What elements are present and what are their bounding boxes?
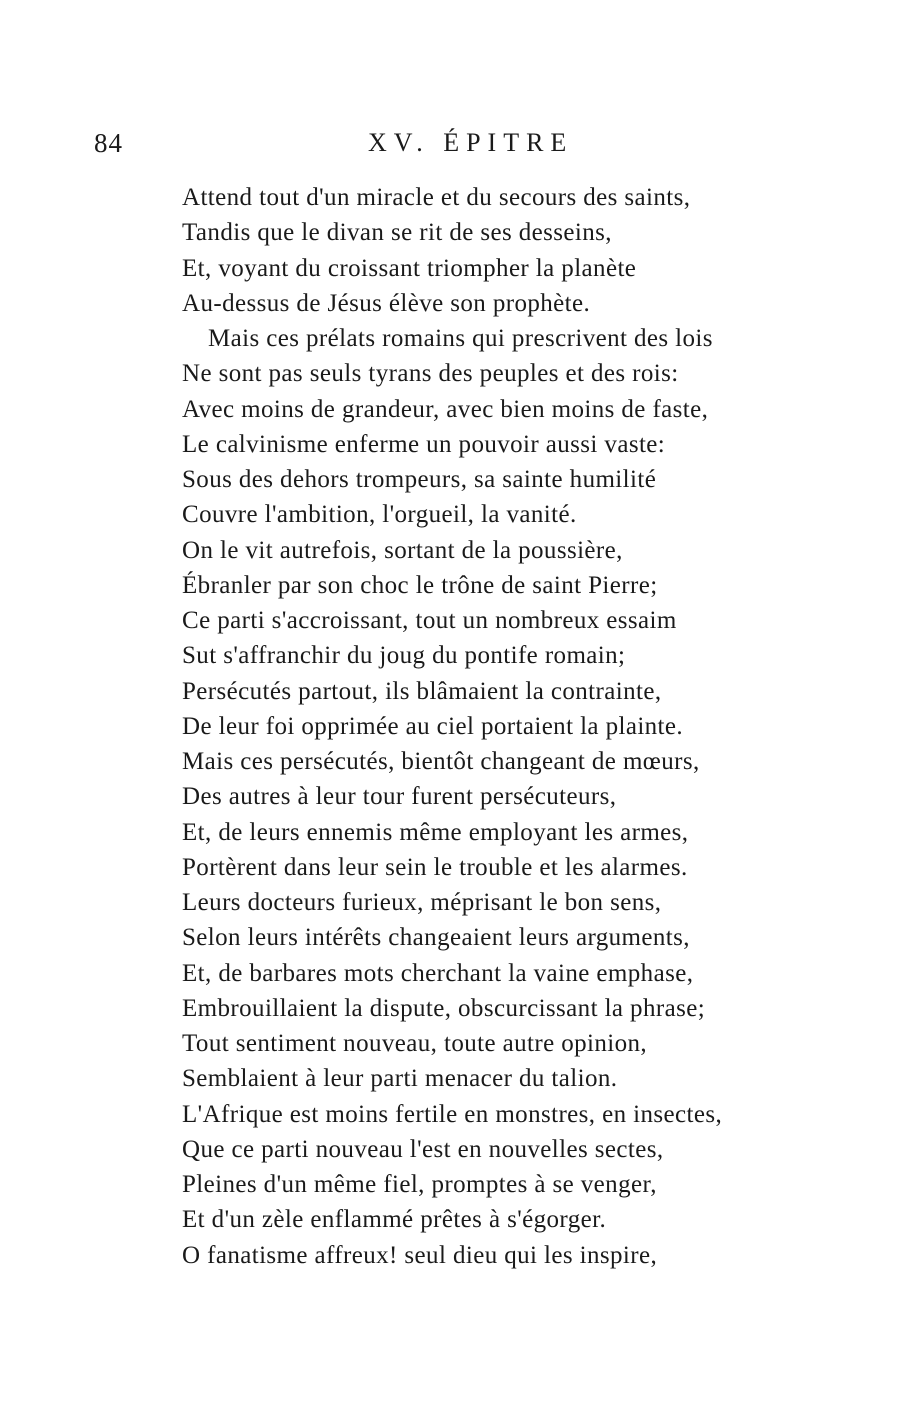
verse-line: Et, voyant du croissant triompher la planète <box>182 254 637 282</box>
page-number: 84 <box>94 128 123 158</box>
verse-line: Persécutés partout, ils blâmaient la contrainte, <box>182 677 662 705</box>
verse-line: Tandis que le divan se rit de ses desseins, <box>182 219 612 247</box>
verse-line: Ébranler par son choc le trône de saint Pierre; <box>182 571 658 599</box>
verse-line: Que ce parti nouveau l'est en nouvelles sectes, <box>182 1135 664 1163</box>
verse-line: Selon leurs intérêts changeaient leurs arguments, <box>182 924 690 952</box>
running-title: XV. ÉPITRE <box>368 128 574 157</box>
verse-line: Ce parti s'accroissant, tout un nombreux essaim <box>182 607 677 634</box>
verse-line: O fanatisme affreux! seul dieu qui les inspire, <box>182 1241 658 1269</box>
verse-line: De leur foi opprimée au ciel portaient la plainte. <box>182 712 684 740</box>
verse-line: Pleines d'un même fiel, promptes à se venger, <box>182 1171 657 1198</box>
verse-line: Sut s'affranchir du joug du pontife romain; <box>182 642 626 670</box>
verse-line: Embrouillaient la dispute, obscurcissant la phrase; <box>182 994 706 1022</box>
verse-line: On le vit autrefois, sortant de la poussière, <box>182 536 623 564</box>
verse-line: Et, de leurs ennemis même employant les armes, <box>182 818 689 846</box>
verse-line: Mais ces prélats romains qui prescrivent des lois <box>208 325 713 352</box>
verse-line: Des autres à leur tour furent persécuteurs, <box>182 783 617 811</box>
verse-line: Couvre l'ambition, l'orgueil, la vanité. <box>182 501 577 529</box>
poem-body <box>182 180 822 1273</box>
verse-line: Sous des dehors trompeurs, sa sainte humilité <box>182 466 657 493</box>
verse-line: Attend tout d'un miracle et du secours des saints, <box>182 184 691 211</box>
verse-line: L'Afrique est moins fertile en monstres, en insectes, <box>182 1100 723 1128</box>
verse-line: Au-dessus de Jésus élève son prophète. <box>182 289 591 317</box>
verse-line: Et d'un zèle enflammé prêtes à s'égorger. <box>182 1206 607 1234</box>
verse-line: Tout sentiment nouveau, toute autre opinion, <box>182 1030 648 1057</box>
verse-line: Le calvinisme enferme un pouvoir aussi vaste: <box>182 430 666 458</box>
verse-line: Mais ces persécutés, bientôt changeant de mœurs, <box>182 748 700 775</box>
verse-line: Et, de barbares mots cherchant la vaine emphase, <box>182 959 694 987</box>
verse-line: Ne sont pas seuls tyrans des peuples et des rois: <box>182 360 679 388</box>
verse-line: Semblaient à leur parti menacer du talion. <box>182 1065 618 1093</box>
verse-line: Leurs docteurs furieux, méprisant le bon sens, <box>182 889 662 916</box>
verse-line: Portèrent dans leur sein le trouble et les alarmes. <box>182 853 688 881</box>
verse-line: Avec moins de grandeur, avec bien moins de faste, <box>182 395 709 423</box>
